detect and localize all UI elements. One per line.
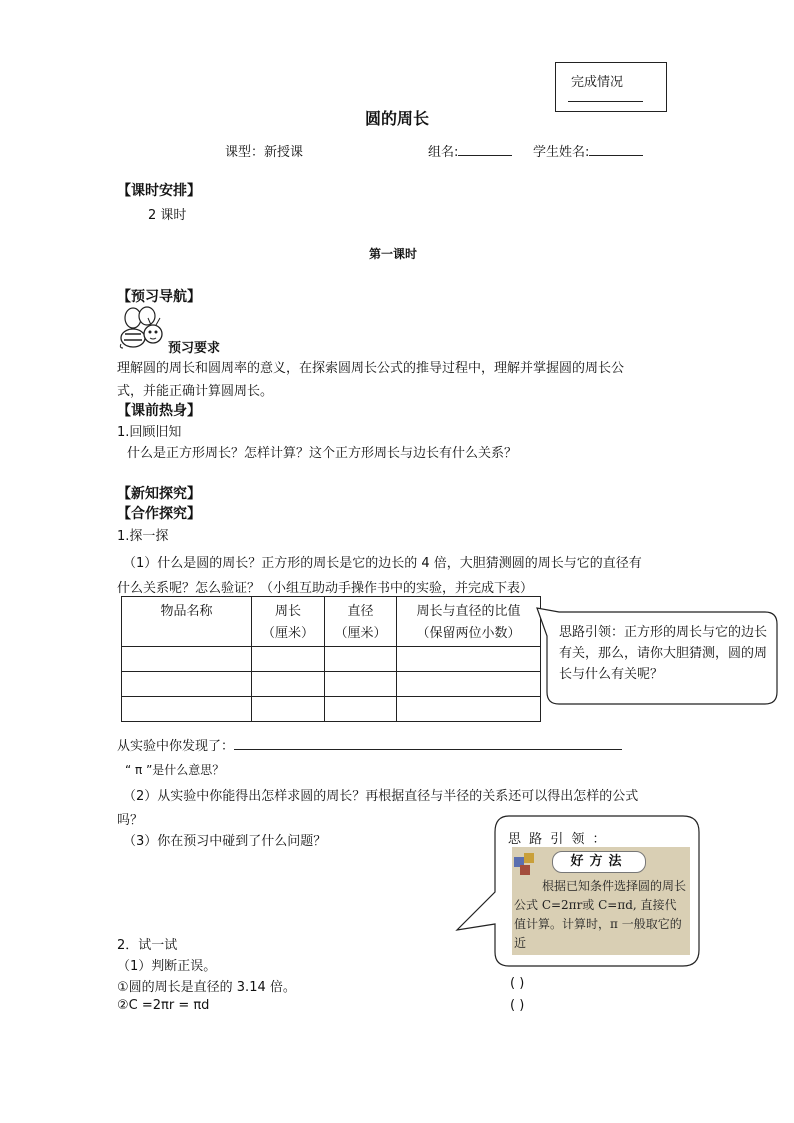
- preview-requirement-title: 预习要求: [168, 341, 221, 356]
- table-cell[interactable]: [325, 697, 397, 722]
- table-cell[interactable]: [397, 697, 541, 722]
- warmup-question: 什么是正方形周长？怎样计算？这个正方形周长与边长有什么关系？: [127, 446, 518, 461]
- hint-bubble-1: [547, 612, 777, 704]
- completion-status-box: [555, 62, 667, 112]
- period-title: 第一课时: [369, 247, 418, 261]
- table-cell[interactable]: [325, 672, 397, 697]
- table-header-cell: 直径 （厘米）: [325, 597, 397, 647]
- try-sub: （1）判断正误。: [117, 959, 217, 974]
- group-blank[interactable]: [458, 142, 512, 156]
- statement-1: ①圆的周长是直径的 3.14 倍。: [117, 980, 296, 995]
- explore-q1-line1: （1）什么是圆的周长？正方形的周长是它的边长的 4 倍，大胆猜测圆的周长与它的直径有: [123, 556, 642, 571]
- group-field: [428, 141, 512, 160]
- table-row: [122, 672, 541, 697]
- student-field: [533, 141, 643, 160]
- warmup-heading: 【课前热身】: [117, 403, 201, 419]
- good-method-picture: [512, 847, 690, 955]
- table-cell[interactable]: [397, 647, 541, 672]
- table-cell[interactable]: [397, 672, 541, 697]
- preview-requirement-line1: 理解圆的周长和圆周率的意义，在探索圆周长公式的推导过程中，理解并掌握圆的周长公: [117, 361, 625, 376]
- answer-bracket-1[interactable]: ( ): [510, 976, 525, 991]
- explore-heading: 【新知探究】: [117, 486, 201, 502]
- table-cell[interactable]: [252, 697, 325, 722]
- student-blank[interactable]: [589, 142, 643, 156]
- try-heading: 2．试一试: [117, 938, 178, 953]
- explore-q2-line1: （2）从实验中你能得出怎样求圆的周长？再根据直径与半径的关系还可以得出怎样的公式: [123, 789, 639, 804]
- hint-label-2: 思 路 引 领 ：: [508, 832, 608, 847]
- table-row: [122, 647, 541, 672]
- explore-q3: （3）你在预习中碰到了什么问题？: [123, 834, 327, 849]
- table-cell[interactable]: [325, 647, 397, 672]
- cooperate-heading: 【合作探究】: [117, 506, 201, 522]
- statement-2: ②C =2πr = πd: [117, 998, 210, 1013]
- lesson-type: 课型：新授课: [225, 145, 304, 160]
- warmup-item: 1.回顾旧知: [117, 425, 182, 440]
- explore-item1: 1.探一探: [117, 529, 169, 544]
- pi-question: “ π ”是什么意思？: [125, 763, 225, 777]
- page-title: 圆的周长: [364, 109, 429, 128]
- found-label: 从实验中你发现了：: [117, 739, 235, 754]
- found-field: [117, 735, 622, 754]
- table-header-cell: 物品名称: [122, 597, 252, 647]
- answer-bracket-2[interactable]: ( ): [510, 998, 525, 1013]
- preview-requirement-line2: 式，并能正确计算圆周长。: [117, 384, 274, 399]
- bee-icon: [115, 306, 169, 352]
- found-blank[interactable]: [234, 736, 622, 750]
- cubes-icon: [512, 851, 542, 877]
- table-cell[interactable]: [122, 647, 252, 672]
- table-header-row: [122, 597, 541, 647]
- preview-heading: 【预习导航】: [117, 289, 201, 305]
- good-method-text: 根据已知条件选择圆的周长公式 C=2πr或 C=πd, 直接代值计算。计算时，π 一般取它的近: [514, 879, 687, 950]
- table-cell[interactable]: [122, 697, 252, 722]
- good-method-title: 好方法: [552, 851, 646, 873]
- table-header-cell: 周长 （厘米）: [252, 597, 325, 647]
- schedule-heading: 【课时安排】: [117, 183, 201, 199]
- table-header-cell: 周长与直径的比值 （保留两位小数）: [397, 597, 541, 647]
- experiment-table: [121, 596, 541, 722]
- hint-text-1: 思路引领：正方形的周长与它的边长有关，那么，请你大胆猜测，圆的周长与什么有关呢？: [559, 625, 768, 682]
- table-cell[interactable]: [252, 672, 325, 697]
- completion-status-blank[interactable]: [568, 101, 643, 102]
- explore-q2-line2: 吗？: [117, 813, 144, 828]
- completion-status-label: 完成情况: [571, 75, 624, 90]
- table-cell[interactable]: [122, 672, 252, 697]
- group-label: 组名:: [428, 145, 459, 160]
- schedule-text: 2 课时: [148, 208, 187, 223]
- table-cell[interactable]: [252, 647, 325, 672]
- table-row: [122, 697, 541, 722]
- explore-q1-line2: 什么关系呢？怎么验证？（小组互助动手操作书中的实验，并完成下表）: [117, 581, 534, 596]
- student-label: 学生姓名:: [533, 145, 590, 160]
